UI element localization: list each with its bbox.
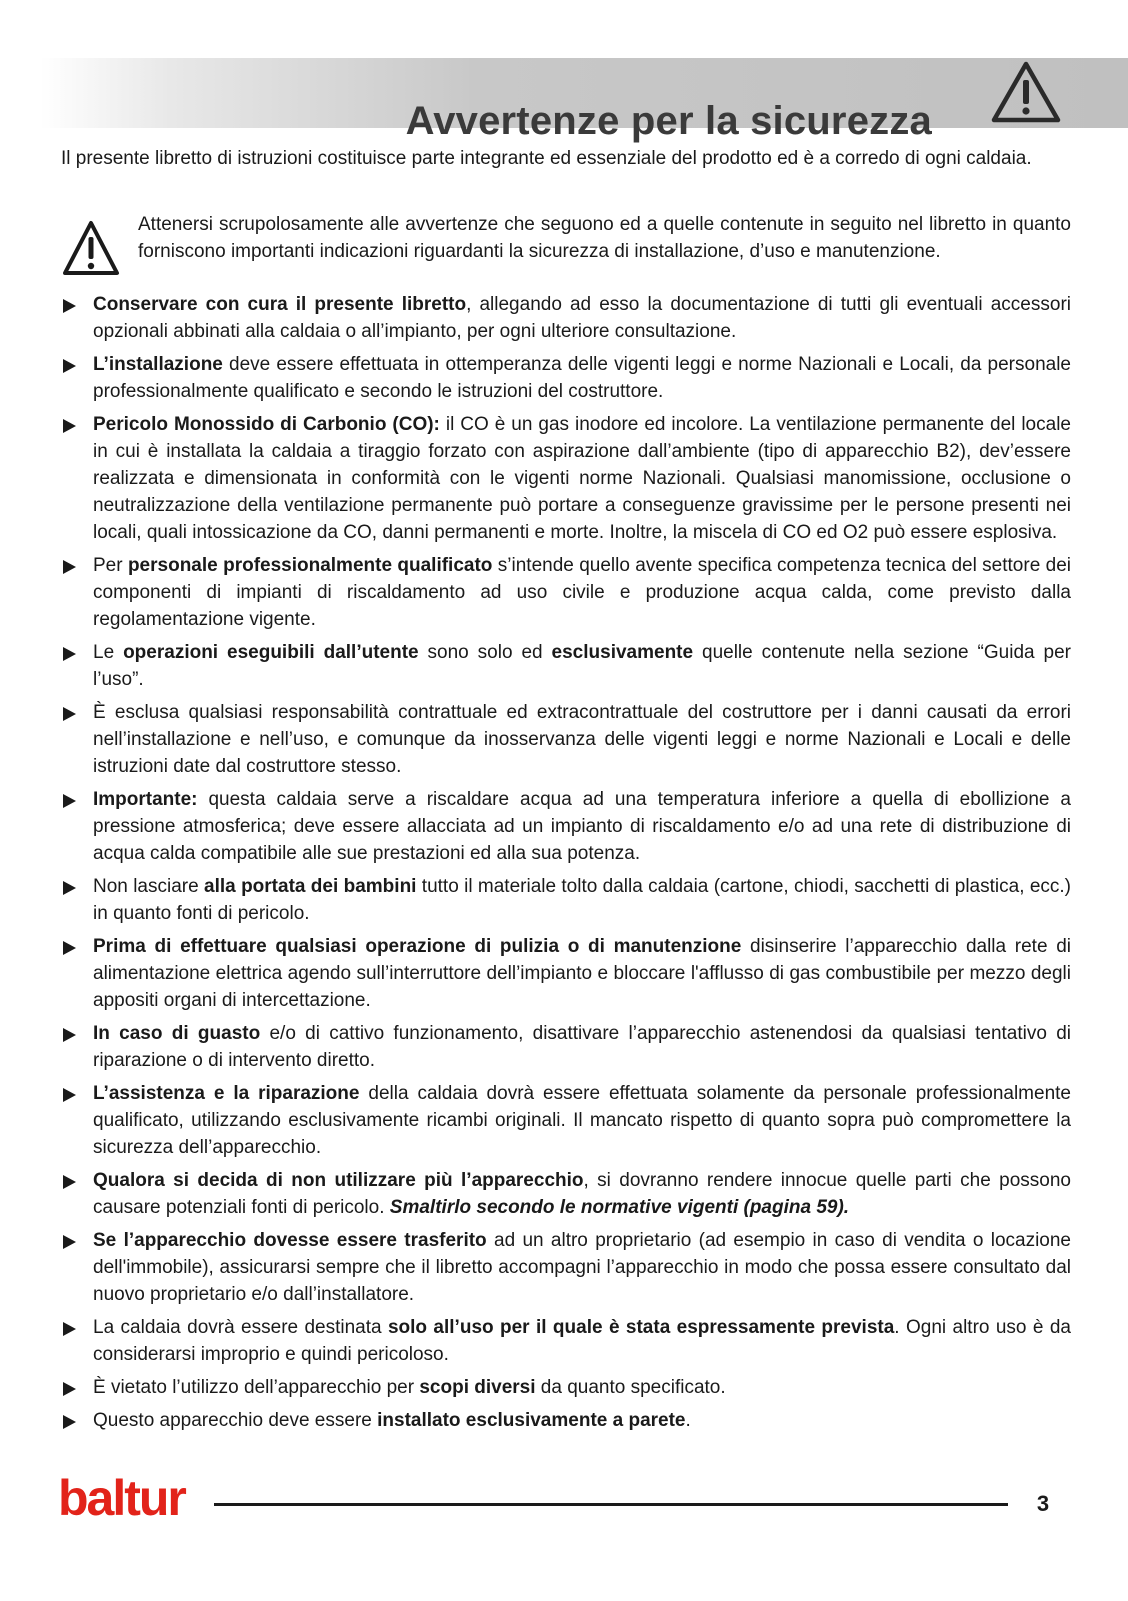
bullet-item xyxy=(61,1407,1071,1434)
bullet-text-segment: della caldaia dovrà essere effettuata solamente da personale professionalmente qualificato, utilizzando esclusivamente ricambi originali. Il mancato rispetto di quanto sopra può compromettere la sicurezza dell’apparecchio. xyxy=(93,1083,1071,1158)
baltur-logo xyxy=(58,1475,200,1521)
bullet-arrow-icon xyxy=(63,560,76,574)
bullet-item xyxy=(61,1080,1071,1161)
bullet-text-segment: L’installazione xyxy=(93,354,223,375)
bullet-arrow-icon xyxy=(63,359,76,373)
bullet-item xyxy=(61,639,1071,693)
bullet-text-segment: s’intende quello avente specifica competenza tecnica del settore dei componenti di impianti di riscaldamento ad uso civile e produzione acqua calda, come previsto dalla regolamentazione vigente. xyxy=(93,555,1071,630)
bullet-text-segment: . Ogni altro uso è da considerarsi improprio e quindi pericoloso. xyxy=(93,1317,1071,1365)
intro-paragraph: Il presente libretto di istruzioni costituisce parte integrante ed essenziale del prodotto ed è a corredo di ogni caldaia. xyxy=(61,148,1032,169)
bullet-arrow-icon xyxy=(63,1415,76,1429)
bullet-text-segment: solo all’uso per il quale è stata espressamente prevista xyxy=(387,1317,895,1338)
bullet-arrow-icon xyxy=(63,419,76,433)
bullet-arrow-icon xyxy=(63,299,76,313)
bullet-text-segment: Smaltirlo secondo le normative vigenti (pagina 59). xyxy=(389,1197,850,1218)
bullet-text-segment: scopi diversi xyxy=(419,1377,536,1398)
bullet-item xyxy=(61,1227,1071,1308)
bullet-item xyxy=(61,1167,1071,1221)
bullet-item xyxy=(61,786,1071,867)
bullet-arrow-icon xyxy=(63,1175,76,1189)
bullet-text-segment: È vietato l’utilizzo dell’apparecchio per xyxy=(93,1377,420,1398)
bullet-text-segment: Non lasciare xyxy=(93,876,205,897)
footer-rule xyxy=(214,1503,1008,1506)
caution-text: Attenersi scrupolosamente alle avvertenze che seguono ed a quelle contenute in seguito nel libretto in quanto forniscono importanti indicazioni riguardanti la sicurezza di installazione, d’uso e manutenzione. xyxy=(138,214,1071,262)
bullet-text-segment: , si dovranno rendere innocue quelle parti che possono causare potenziali fonti di pericolo. xyxy=(93,1170,1071,1218)
bullet-text-segment: installato esclusivamente a parete xyxy=(377,1410,686,1431)
page-title: Avvertenze per la sicurezza xyxy=(405,98,932,143)
bullet-text-segment: disinserire l’apparecchio dalla rete di alimentazione elettrica agendo sull’interruttore dell’impianto e bloccare l'afflusso di gas combustibile per mezzo degli appositi organi di intercettazione. xyxy=(93,936,1071,1011)
bullet-text-segment: da quanto specificato. xyxy=(535,1377,726,1398)
bullet-text-segment: Prima di effettuare qualsiasi operazione di pulizia o di manutenzione xyxy=(93,936,742,957)
warning-triangle-icon xyxy=(61,219,121,277)
bullet-text-segment: esclusivamente xyxy=(551,642,694,663)
bullet-arrow-icon xyxy=(63,941,76,955)
bullet-arrow-icon xyxy=(63,1028,76,1042)
bullet-text-segment: Conservare con cura il presente libretto xyxy=(93,294,467,315)
bullet-item xyxy=(61,411,1071,546)
bullet-item xyxy=(61,552,1071,633)
bullet-text-segment: L’assistenza e la riparazione xyxy=(93,1083,360,1104)
bullet-arrow-icon xyxy=(63,1235,76,1249)
bullet-text-segment: personale professionalmente qualificato xyxy=(127,555,493,576)
bullet-text-segment: quelle contenute nella sezione “Guida per l’uso”. xyxy=(93,642,1071,690)
bullet-item xyxy=(61,351,1071,405)
bullet-text-segment: operazioni eseguibili dall’utente xyxy=(123,642,419,663)
bullet-text-segment: questa caldaia serve a riscaldare acqua ad una temperatura inferiore a quella di ebollizione a pressione atmosferica; deve essere allacciata ad un impianto di riscaldamento e/o ad una rete di distribuzione di acqua calda compatibile alle sue prestazioni ed alla sua potenza. xyxy=(93,789,1071,864)
bullet-arrow-icon xyxy=(63,881,76,895)
bullet-arrow-icon xyxy=(63,707,76,721)
bullet-text-segment: deve essere effettuata in ottemperanza delle vigenti leggi e norme Nazionali e Locali, da personale professionalmente qualificato e secondo le istruzioni del costruttore. xyxy=(93,354,1071,402)
bullet-text-segment: ad un altro proprietario (ad esempio in caso di vendita o locazione dell'immobile), assicurarsi sempre che il libretto accompagni l’apparecchio in modo che possa essere consultato dal nuovo proprietario e/o dall’installatore. xyxy=(93,1230,1071,1305)
bullet-text-segment: Questo apparecchio deve essere xyxy=(93,1410,378,1431)
bullet-item xyxy=(61,699,1071,780)
bullet-item xyxy=(61,873,1071,927)
bullet-item xyxy=(61,1020,1071,1074)
logo-text: baltur xyxy=(58,1475,185,1521)
bullet-text-segment: , allegando ad esso la documentazione di tutti gli eventuali accessori opzionali abbinati alla caldaia o all’impianto, per ogni ulteriore consultazione. xyxy=(93,294,1071,342)
bullet-text-segment: Importante: xyxy=(93,789,198,810)
safety-warnings-list xyxy=(61,291,1071,1440)
bullet-item xyxy=(61,1314,1071,1368)
page-number: 3 xyxy=(1036,1491,1050,1516)
bullet-text-segment: sono solo ed xyxy=(418,642,552,663)
bullet-item xyxy=(61,933,1071,1014)
bullet-arrow-icon xyxy=(63,794,76,808)
caution-block xyxy=(61,211,1071,265)
bullet-arrow-icon xyxy=(63,1322,76,1336)
bullet-text-segment: alla portata dei bambini xyxy=(204,876,417,897)
warning-triangle-icon xyxy=(990,60,1062,124)
bullet-text-segment: . xyxy=(685,1410,691,1431)
bullet-item xyxy=(61,1374,1071,1401)
bullet-text-segment: La caldaia dovrà essere destinata xyxy=(93,1317,388,1338)
bullet-text-segment: È esclusa qualsiasi responsabilità contrattuale ed extracontrattuale del costruttore per i danni causati da errori nell’installazione e nell’uso, e comunque da inosservanza delle vigenti leggi e norme Nazionali e Locali e delle istruzioni date dal costruttore stesso. xyxy=(93,702,1071,777)
bullet-text-segment: Se l’apparecchio dovesse essere trasferito xyxy=(93,1230,487,1251)
bullet-text-segment: e/o di cattivo funzionamento, disattivare l’apparecchio astenendosi da qualsiasi tentativo di riparazione o di intervento diretto. xyxy=(93,1023,1071,1071)
bullet-arrow-icon xyxy=(63,1382,76,1396)
bullet-text-segment: Le xyxy=(93,642,124,663)
bullet-text-segment: tutto il materiale tolto dalla caldaia (cartone, chiodi, sacchetti di plastica, ecc.) in quanto fonti di pericolo. xyxy=(93,876,1071,924)
bullet-item xyxy=(61,291,1071,345)
bullet-text-segment: Qualora si decida di non utilizzare più l’apparecchio xyxy=(93,1170,584,1191)
bullet-arrow-icon xyxy=(63,647,76,661)
bullet-text-segment: Pericolo Monossido di Carbonio (CO): xyxy=(93,414,440,435)
bullet-text-segment: il CO è un gas inodore ed incolore. La ventilazione permanente del locale in cui è installata la caldaia a tiraggio forzato con aspirazione dall’ambiente (tipo di apparecchio B2), dev’essere realizzata e dimensionata in conformità con le vigenti norme Nazionali. Qualsiasi manomissione, occlusione o neutralizzazione della ventilazione permanente può portare a conseguenze gravissime per le persone presenti nei locali, quali intossicazione da CO, danni permanenti e morte. Inoltre, la miscela di CO ed O2 può essere esplosiva. xyxy=(93,414,1071,543)
bullet-arrow-icon xyxy=(63,1088,76,1102)
bullet-text-segment: In caso di guasto xyxy=(93,1023,261,1044)
bullet-text-segment: Per xyxy=(93,555,128,576)
